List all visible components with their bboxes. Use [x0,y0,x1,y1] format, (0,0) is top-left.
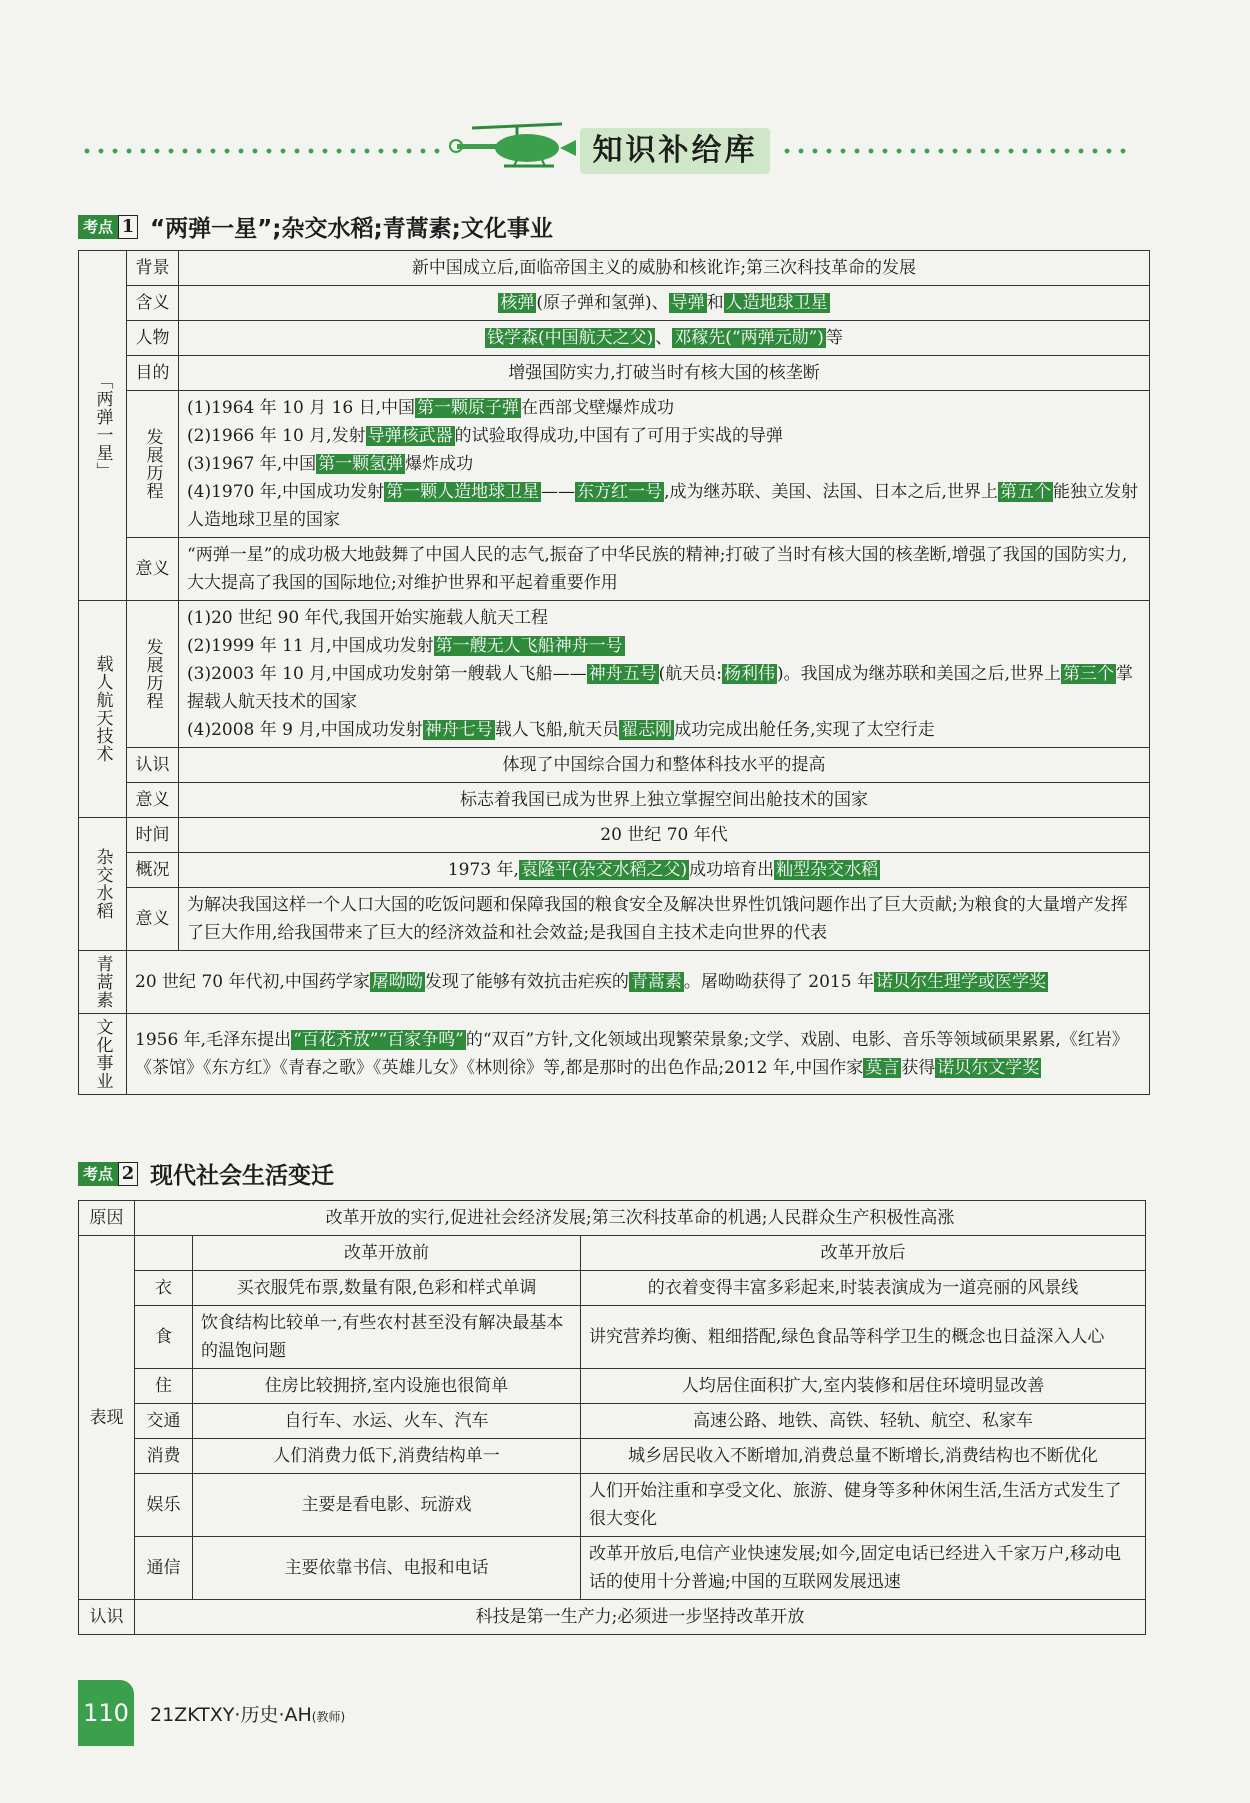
table-row [79,888,1150,951]
table-row [79,1404,1146,1439]
category-label: 消费 [135,1439,193,1474]
table-row [79,783,1150,818]
exam-point-number: 1 [118,215,138,239]
row-label: 表现 [79,1236,135,1600]
category-label: 衣 [135,1271,193,1306]
cell-overview: 1973 年, 袁隆平(杂交水稻之父) 成功培育出 籼型杂交水稻 [179,853,1150,888]
dotted-rule-left [80,148,445,154]
table-row [79,1014,1150,1095]
table-row [79,818,1150,853]
row-label: 概况 [127,853,179,888]
cell-after: 讲究营养均衡、粗细搭配,绿色食品等科学卫生的概念也日益深入人心 [581,1306,1146,1369]
row-label: 目的 [127,356,179,391]
row-label: 背景 [127,251,179,286]
row-label: 意义 [127,783,179,818]
row-label: 人物 [127,321,179,356]
category-label: 娱乐 [135,1474,193,1537]
row-label: 时间 [127,818,179,853]
row-label: 意义 [127,538,179,601]
cell-meaning: 核弹 (原子弹和氢弹)、 导弹 和 人造地球卫星 [179,286,1150,321]
cell-culture: 1956 年,毛泽东提出 “百花齐放”“百家争鸣” 的“双百”方针,文化领域出现繁荣景象;文学、戏剧、电影、音乐等领域硕果累累,《红岩》《茶馆》《东方红》《青春之歌》《英雄儿女》《林则徐》等,都是那时的出色作品;2012 年,中国作家 莫言 获得 诺贝尔文学奖 [127,1014,1150,1095]
cell-after: 的衣着变得丰富多彩起来,时装表演成为一道亮丽的风景线 [581,1271,1146,1306]
category-label: 通信 [135,1537,193,1600]
cell-purpose: 增强国防实力,打破当时有核大国的核垄断 [179,356,1150,391]
section-banner-title: 知识补给库 [580,128,770,174]
table-row [79,321,1150,356]
table-row [79,1600,1146,1635]
table-row [79,951,1150,1014]
cell-people: 钱学森(中国航天之父) 、 邓稼先(“两弹元勋”) 等 [179,321,1150,356]
category-label: 交通 [135,1404,193,1439]
section-header [70,118,1140,188]
cell-after: 城乡居民收入不断增加,消费总量不断增长,消费结构也不断优化 [581,1439,1146,1474]
section-2-title: 现代社会生活变迁 [150,1163,335,1189]
page-number: 110 [78,1680,134,1746]
cell-time: 20 世纪 70 年代 [179,818,1150,853]
section-2-heading [78,1157,334,1190]
edition-note: (教师) [311,1709,346,1724]
cell-background: 新中国成立后,面临帝国主义的威胁和核讹诈;第三次科技革命的发展 [179,251,1150,286]
table-row [79,391,1150,538]
table-row [79,251,1150,286]
section-1-heading [78,210,553,243]
row-label: 认识 [127,748,179,783]
table-row [79,1537,1146,1600]
cell-before: 人们消费力低下,消费结构单一 [193,1439,581,1474]
exam-point-number: 2 [118,1162,138,1186]
group-label-whsy: 文化事业 [79,1014,127,1095]
cell-history: (1)20 世纪 90 年代,我国开始实施载人航天工程 (2)1999 年 11 月,中国成功发射 第一艘无人飞船神舟一号 (3)2003 年 10 月,中国成功发射第一艘载人飞船—— 神舟五号 (航天员: 杨利伟 )。我国成为继苏联和美国之后,世界上 第三个 掌握载人航天技术的国家 (4)2008 年 9 月,中国成功发射 神舟七号 载人飞船,航天员 翟志刚 成功完成出舱任务,实现了太空行走 [179,601,1150,748]
group-label-lsyx: 「两弹一星」 [79,251,127,601]
row-label: 认识 [79,1600,135,1635]
group-label-zjsd: 杂交水稻 [79,818,127,951]
cell-artemisinin: 20 世纪 70 年代初,中国药学家 屠呦呦 发现了能够有效抗击疟疾的 青蒿素 。屠呦呦获得了 2015 年 诺贝尔生理学或医学奖 [127,951,1150,1014]
group-label-zrht: 载人航天技术 [79,601,127,818]
cell-after: 人们开始注重和享受文化、旅游、健身等多种休闲生活,生活方式发生了很大变化 [581,1474,1146,1537]
section-1-title: “两弹一星”;杂交水稻;青蒿素;文化事业 [150,216,553,242]
exam-point-badge: 考点 [78,1162,118,1186]
cell-after: 人均居住面积扩大,室内装修和居住环境明显改善 [581,1369,1146,1404]
table-row [79,1369,1146,1404]
page-footer [78,1680,345,1746]
table-row [79,1201,1146,1236]
row-label: 发展历程 [127,391,179,538]
cell-after: 高速公路、地铁、高铁、轻轨、航空、私家车 [581,1404,1146,1439]
category-label: 住 [135,1369,193,1404]
table-row [79,748,1150,783]
table-social-change [78,1200,1146,1635]
cell-significance: 标志着我国已成为世界上独立掌握空间出舱技术的国家 [179,783,1150,818]
cell-before: 主要是看电影、玩游戏 [193,1474,581,1537]
cell-significance: “两弹一星”的成功极大地鼓舞了中国人民的志气,振奋了中华民族的精神;打破了当时有核大国的核垄断,增强了我国的国防实力,大大提高了我国的国际地位;对维护世界和平起着重要作用 [179,538,1150,601]
table-row [79,356,1150,391]
cell-before: 住房比较拥挤,室内设施也很简单 [193,1369,581,1404]
table-row [79,853,1150,888]
cell-before: 自行车、水运、火车、汽车 [193,1404,581,1439]
cell-recognition: 体现了中国综合国力和整体科技水平的提高 [179,748,1150,783]
row-label: 意义 [127,888,179,951]
category-label: 食 [135,1306,193,1369]
cell-history: (1)1964 年 10 月 16 日,中国 第一颗原子弹 在西部戈壁爆炸成功 (2)1966 年 10 月,发射 导弹核武器 的试验取得成功,中国有了可用于实战的导弹 (3)1967 年,中国 第一颗氢弹 爆炸成功 (4)1970 年,中国成功发射 第一颗人造地球卫星 —— 东方红一号 ,成为继苏联、美国、法国、日本之后,世界上 第五个 能独立发射人造地球卫星的国家 [179,391,1150,538]
row-label: 发展历程 [127,601,179,748]
cell-recognition: 科技是第一生产力;必须进一步坚持改革开放 [135,1600,1146,1635]
cell-before: 饮食结构比较单一,有些农村甚至没有解决最基本的温饱问题 [193,1306,581,1369]
table-row [79,286,1150,321]
group-label-qhs: 青蒿素 [79,951,127,1014]
table-row [79,1439,1146,1474]
table-row [79,1474,1146,1537]
table-row [79,601,1150,748]
column-header: 改革开放后 [581,1236,1146,1271]
cell-before: 主要依靠书信、电报和电话 [193,1537,581,1600]
table-row [79,1306,1146,1369]
row-label: 含义 [127,286,179,321]
table-row [79,538,1150,601]
cell-before: 买衣服凭布票,数量有限,色彩和样式单调 [193,1271,581,1306]
row-label: 原因 [79,1201,135,1236]
book-code: 21ZKTXY·历史·AH(教师) [150,1703,346,1726]
cell-significance: 为解决我国这样一个人口大国的吃饭问题和保障我国的粮食安全及解决世界性饥饿问题作出了巨大贡献;为粮食的大量增产发挥了巨大作用,给我国带来了巨大的经济效益和社会效益;是我国自主技术走向世界的代表 [179,888,1150,951]
exam-point-badge: 考点 [78,215,118,239]
cell-reason: 改革开放的实行,促进社会经济发展;第三次科技革命的机遇;人民群众生产积极性高涨 [135,1201,1146,1236]
table-row [79,1236,1146,1271]
table-achievements [78,250,1150,1095]
column-header: 改革开放前 [193,1236,581,1271]
cell-after: 改革开放后,电信产业快速发展;如今,固定电话已经进入千家万户,移动电话的使用十分普遍;中国的互联网发展迅速 [581,1537,1146,1600]
table-row [79,1271,1146,1306]
cell-empty [135,1236,193,1271]
dotted-rule-right [780,148,1130,154]
